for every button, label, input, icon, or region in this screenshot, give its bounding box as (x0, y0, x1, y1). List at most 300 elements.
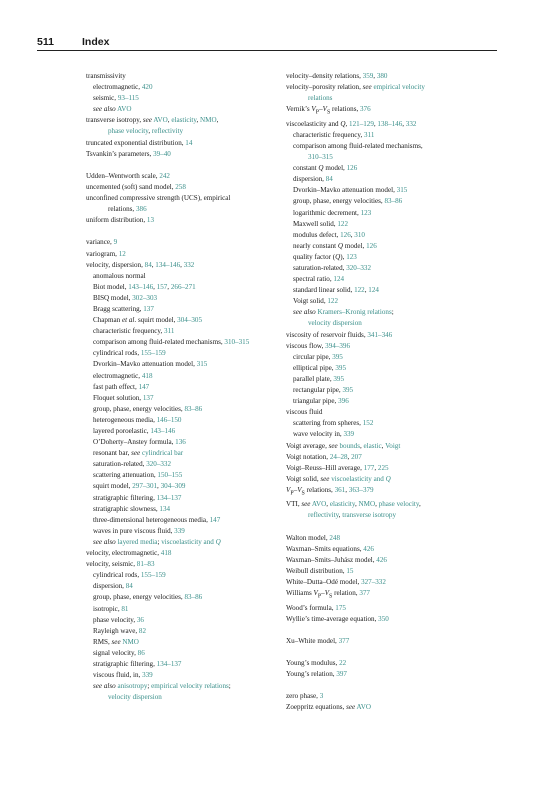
entry-text: scattering from spheres, (293, 419, 363, 428)
entry-text: , (345, 485, 349, 494)
index-subentry (86, 448, 296, 459)
page-header (37, 34, 497, 56)
page-ref-link[interactable]: 157 (156, 282, 168, 291)
page-ref-link[interactable]: 377 (359, 589, 370, 598)
page-ref-link[interactable]: 418 (141, 371, 153, 380)
page-ref-link[interactable]: 81–83 (136, 560, 155, 569)
page-ref-link[interactable]: 152 (362, 419, 374, 428)
page-ref-link[interactable]: 121–129 (349, 119, 374, 128)
index-subentry (86, 437, 296, 448)
page-ref-link[interactable]: 136 (175, 438, 186, 447)
entry-text: , (355, 500, 359, 509)
index-subentry (86, 304, 296, 315)
index-subentry (86, 104, 296, 115)
index-subentry (86, 537, 296, 548)
index-entry (86, 559, 296, 570)
index-subentry (86, 393, 296, 404)
entry-text: uniform distribution, (86, 216, 147, 225)
entry-text: velocity, seismic, (86, 560, 137, 569)
page-ref-link[interactable]: 143–146 (150, 427, 176, 435)
entry-text: layered poroelastic, (93, 427, 151, 435)
index-entry (286, 485, 496, 500)
index-subentry (286, 374, 496, 385)
index-subentry (286, 219, 496, 230)
entry-text: see (142, 116, 152, 125)
page-ref-link[interactable]: AVO (153, 116, 168, 125)
index-subentry (286, 141, 496, 152)
page-ref-link[interactable]: 339 (343, 430, 355, 439)
entry-text: characteristic frequency, (93, 327, 165, 336)
index-entry (86, 171, 296, 182)
entry-text: relations, (108, 205, 136, 214)
entry-text: , (373, 72, 377, 80)
entry-text: see (362, 83, 372, 92)
entry-text: Biot model, (93, 282, 129, 291)
entry-text: viscoelasticity and (286, 119, 341, 128)
subscript: S (329, 593, 333, 600)
page-ref-link[interactable]: 339 (174, 526, 185, 535)
entry-text: , (350, 230, 355, 239)
entry-text: BISQ model, (93, 293, 133, 302)
page-ref-link[interactable]: 397 (336, 670, 347, 679)
page-ref-link[interactable]: 311 (164, 327, 175, 336)
index-subentry (286, 385, 496, 396)
page-ref-link[interactable]: 83–86 (184, 404, 203, 413)
page-ref-link[interactable]: 39–40 (153, 149, 171, 158)
entry-text: VTI, (286, 500, 302, 509)
page-ref-link[interactable]: reflectivity (308, 511, 339, 520)
entry-text: transmissivity (86, 72, 126, 80)
index-subentry (86, 615, 296, 626)
page-ref-link[interactable]: 81 (121, 604, 129, 613)
page-ref-link[interactable]: 84 (144, 260, 152, 269)
entry-text: scattering attenuation, (93, 471, 158, 480)
page-ref-link[interactable]: transverse isotropy (342, 511, 397, 520)
entry-text: Dvorkin–Mavko attenuation model, (93, 360, 197, 369)
page-ref-link[interactable]: 146–150 (156, 415, 182, 424)
header-rule (37, 50, 497, 51)
page-ref-link[interactable]: 150–155 (157, 471, 183, 480)
entry-text: , (148, 127, 152, 136)
page-ref-link[interactable]: empirical velocity relations (151, 682, 229, 691)
page-ref-link[interactable]: Q (215, 537, 221, 546)
page-ref-link[interactable]: 134–146 (155, 260, 181, 269)
page-ref-link[interactable]: 310 (354, 230, 365, 239)
entry-text: , (418, 500, 421, 509)
page-ref-link[interactable]: 363–379 (348, 485, 374, 494)
page-ref-link[interactable]: bounds (339, 441, 360, 450)
page-ref-link[interactable]: 310–315 (308, 153, 333, 162)
entry-text: viscous fluid, in, (93, 671, 143, 680)
index-entry (86, 249, 296, 260)
entry-text: Wood’s formula, (286, 603, 336, 612)
page-ref-link[interactable]: layered media (117, 537, 158, 546)
entry-text: logarithmic decrement, (293, 208, 361, 217)
index-continuation (86, 692, 296, 703)
entry-text: velocity, dispersion, (86, 260, 145, 269)
page-ref-link[interactable]: 395 (333, 374, 345, 383)
index-entry (286, 555, 496, 566)
entry-text: Udden–Wentworth scale, (86, 171, 160, 180)
entry-text: Waxman–Smits equations, (286, 544, 364, 553)
page-ref-link[interactable]: elasticity (171, 116, 197, 125)
index-continuation (286, 93, 496, 104)
page-ref-link[interactable]: Q (385, 474, 391, 483)
entry-text: Wyllie’s time-average equation, (286, 614, 379, 623)
page-ref-link[interactable]: 84 (125, 582, 133, 591)
page-ref-link[interactable]: 15 (346, 566, 354, 575)
entry-text: zero phase, (286, 692, 320, 701)
index-subentry (286, 418, 496, 429)
page-ref-link[interactable]: 24–28 (329, 452, 348, 461)
entry-text: see (301, 500, 311, 509)
page-ref-link[interactable]: 137 (142, 393, 154, 402)
index-subentry (86, 670, 296, 681)
entry-text: Dvorkin–Mavko attenuation model, (293, 186, 397, 195)
index-entry (286, 104, 496, 119)
index-entry (286, 577, 496, 588)
index-subentry (286, 208, 496, 219)
page-ref-link[interactable]: 3 (319, 692, 324, 701)
entry-text: parallel plate, (293, 374, 334, 383)
index-subentry (86, 404, 296, 415)
entry-text: Bragg scattering, (93, 304, 144, 313)
entry-text: characteristic frequency, (293, 130, 365, 139)
page-ref-link[interactable]: empirical velocity (373, 83, 425, 92)
page-ref-link[interactable]: relations (308, 94, 333, 103)
index-subentry (286, 285, 496, 296)
entry-text: model, (343, 241, 367, 250)
index-subentry (286, 163, 496, 174)
page-ref-link[interactable]: 310–315 (224, 338, 250, 347)
entry-text: modulus defect, (293, 230, 341, 239)
page-ref-link[interactable]: 137 (143, 304, 154, 313)
page-ref-link[interactable]: 13 (146, 216, 154, 225)
entry-text: ; (391, 308, 394, 317)
page-ref-link[interactable]: 315 (196, 360, 208, 369)
entry-text: V (322, 105, 327, 114)
index-subentry (86, 592, 296, 603)
entry-text: , (375, 500, 379, 509)
page-ref-link[interactable]: NMO (200, 116, 217, 125)
index-subentry (286, 296, 496, 307)
entry-text: Young’s modulus, (286, 659, 340, 668)
index-entry (286, 330, 496, 341)
entry-text: Weibull distribution, (286, 566, 347, 575)
entry-text: model, (323, 164, 347, 173)
page-ref-link[interactable]: AVO (311, 500, 327, 509)
entry-text: , (180, 260, 184, 269)
index-subentry (86, 337, 296, 348)
entry-gap (286, 680, 496, 691)
entry-text: relation, (332, 589, 360, 598)
entry-text: , (216, 116, 219, 125)
entry-text: Xu–White model, (286, 636, 339, 645)
entry-text: Q (335, 252, 341, 261)
page-ref-link[interactable]: 207 (351, 452, 362, 461)
entry-text: cylindrical rods, (93, 349, 141, 358)
index-subentry (86, 426, 296, 437)
index-continuation (286, 152, 496, 163)
index-subentry (86, 659, 296, 670)
entry-text: , (326, 500, 330, 509)
page-ref-link[interactable]: 134 (159, 504, 171, 513)
page-ref-link[interactable]: 426 (363, 544, 374, 553)
page-ref-link[interactable]: 134–137 (156, 659, 182, 668)
page-ref-link[interactable]: 225 (377, 463, 389, 472)
page-ref-link[interactable]: 350 (378, 614, 389, 623)
page-ref-link[interactable]: 332 (405, 119, 417, 128)
page-ref-link[interactable]: 395 (342, 386, 354, 395)
entry-text: see also (93, 682, 116, 691)
page-ref-link[interactable]: viscoelasticity and (331, 474, 386, 483)
index-subentry (286, 185, 496, 196)
page-ref-link[interactable]: 418 (160, 549, 172, 558)
entry-text: V (324, 589, 330, 598)
page-ref-link[interactable]: AVO (117, 105, 132, 114)
page-ref-link[interactable]: 124 (333, 275, 345, 284)
index-entry (86, 71, 296, 82)
page-ref-link[interactable]: 394–396 (325, 341, 350, 350)
page-ref-link[interactable]: 395 (335, 363, 346, 372)
page-ref-link[interactable]: 124 (368, 286, 379, 295)
entry-text: see also (93, 105, 116, 114)
page-ref-link[interactable]: NMO (122, 637, 139, 646)
page-ref-link[interactable]: 386 (135, 205, 147, 214)
entry-text: Waxman–Smits–Juhász model, (286, 555, 377, 564)
page-ref-link[interactable]: Kramers–Kronig relations (317, 308, 392, 317)
index-subentry (86, 415, 296, 426)
entry-text: see (320, 474, 330, 483)
entry-text: variogram, (86, 249, 119, 258)
entry-text: Q (337, 241, 344, 250)
page-ref-link[interactable]: phase velocity (108, 127, 149, 136)
page-ref-link[interactable]: cylindrical bar (141, 449, 184, 458)
page-ref-link[interactable]: NMO (358, 500, 376, 509)
index-entry (86, 237, 296, 248)
page-ref-link[interactable]: 122 (337, 219, 348, 228)
page-ref-link[interactable]: 143–146 (128, 282, 154, 291)
index-subentry (286, 130, 496, 141)
page-ref-link[interactable]: 339 (142, 671, 153, 680)
index-subentry (86, 570, 296, 581)
page-ref-link[interactable]: 12 (118, 249, 126, 258)
page-ref-link[interactable]: 320–332 (146, 460, 172, 469)
entry-text: saturation-related, (293, 264, 347, 272)
entry-text: ; (147, 682, 152, 691)
page-ref-link[interactable]: 86 (137, 648, 145, 657)
page-ref-link[interactable]: 14 (185, 138, 193, 147)
entry-text: elliptical pipe, (293, 363, 336, 372)
entry-text: constant (293, 164, 319, 173)
entry-text: truncated exponential distribution, (86, 138, 186, 147)
page-ref-link[interactable]: velocity dispersion (108, 693, 162, 702)
page-ref-link[interactable]: 315 (396, 186, 408, 195)
entry-text: V (313, 589, 318, 598)
entry-text: viscous fluid (286, 408, 323, 417)
page-ref-link[interactable]: 126 (366, 241, 377, 250)
entry-text: Voigt–Reuss–Hill average, (286, 463, 364, 472)
page-ref-link[interactable]: 134–137 (156, 493, 182, 502)
page-ref-link[interactable]: 122 (327, 297, 339, 306)
page-ref-link[interactable]: 377 (338, 636, 350, 645)
page-ref-link[interactable]: 175 (335, 603, 346, 612)
entry-text: Voigt solid, (293, 297, 328, 306)
page-ref-link[interactable]: 36 (136, 615, 144, 624)
index-entry (286, 463, 496, 474)
entry-text: V (286, 485, 291, 494)
entry-text: , (359, 441, 364, 450)
index-entry (286, 702, 496, 713)
entry-text: electromagnetic, (93, 83, 142, 92)
index-entry (286, 499, 496, 510)
index-entry (86, 182, 296, 193)
page-ref-link[interactable]: elasticity (329, 500, 355, 509)
entry-gap (286, 522, 496, 533)
entry-gap (286, 647, 496, 658)
index-subentry (86, 648, 296, 659)
entry-text: , (157, 482, 161, 491)
entry-text: V (297, 485, 302, 494)
page-ref-link[interactable]: 122 (354, 286, 365, 295)
page-ref-link[interactable]: 84 (325, 175, 333, 184)
page-ref-link[interactable]: 327–332 (361, 578, 386, 587)
entry-text: stratigraphic filtering, (93, 659, 157, 668)
index-entry (86, 193, 296, 204)
index-entry (286, 544, 496, 555)
entry-text: cylindrical rods, (93, 571, 141, 580)
page-ref-link[interactable]: 297–301 (132, 482, 158, 491)
index-subentry (286, 396, 496, 407)
page-ref-link[interactable]: 420 (141, 83, 153, 92)
entry-text: Young’s relation, (286, 670, 337, 679)
page-ref-link[interactable]: phase velocity (378, 500, 419, 509)
index-continuation (86, 126, 296, 137)
index-subentry (286, 230, 496, 241)
page-ref-link[interactable]: 341–346 (367, 330, 393, 339)
page-ref-link[interactable]: 304–305 (177, 316, 202, 325)
index-subentry (86, 604, 296, 615)
page-ref-link[interactable]: AVO (356, 703, 372, 712)
page-ref-link[interactable]: 123 (346, 252, 357, 261)
page-ref-link[interactable]: 147 (209, 515, 221, 524)
index-subentry (86, 493, 296, 504)
page-ref-link[interactable]: 376 (360, 105, 371, 114)
index-entry (86, 149, 296, 160)
page-ref-link[interactable]: 155–159 (140, 349, 166, 358)
page-ref-link[interactable]: 83–86 (384, 197, 403, 206)
page-ref-link[interactable]: 126 (340, 230, 351, 239)
page-ref-link[interactable]: 395 (332, 352, 343, 361)
page-ref-link[interactable]: velocity dispersion (308, 319, 362, 328)
entry-gap (86, 160, 296, 171)
page-ref-link[interactable]: 248 (329, 533, 341, 542)
entry-text: standard linear solid, (293, 286, 355, 295)
index-subentry (86, 515, 296, 526)
page-ref-link[interactable]: 302–303 (132, 293, 158, 302)
entry-text: group, phase, energy velocities, (93, 404, 185, 413)
index-subentry (86, 470, 296, 481)
index-entry (286, 603, 496, 614)
entry-text: , (373, 119, 378, 128)
page-ref-link[interactable]: elastic (363, 441, 382, 450)
index-subentry (286, 274, 496, 285)
page-ref-link[interactable]: 93–115 (117, 94, 139, 103)
index-subentry (86, 359, 296, 370)
page-ref-link[interactable]: Voigt (385, 441, 401, 450)
entry-text: see also (93, 537, 116, 546)
entry-text: viscous flow, (286, 341, 326, 350)
index-continuation (286, 510, 496, 521)
page-ref-link[interactable]: 242 (159, 171, 170, 180)
entry-text: nearly constant (293, 241, 338, 250)
page-ref-link[interactable]: 426 (376, 555, 387, 564)
entry-text: , (167, 282, 171, 291)
entry-text: seismic, (93, 94, 118, 103)
entry-text: waves in pure viscous fluid, (93, 526, 175, 535)
page-ref-link[interactable]: 147 (138, 382, 150, 391)
page-ref-link[interactable]: 361 (334, 485, 346, 494)
page-ref-link[interactable]: 359 (362, 72, 374, 80)
entry-text: Voigt solid, (286, 474, 321, 483)
entry-text: heterogeneous media, (93, 415, 157, 424)
page-ref-link[interactable]: 82 (138, 626, 146, 635)
index-entry (286, 452, 496, 463)
index-entry (286, 614, 496, 625)
index-subentry (286, 307, 496, 318)
page-ref-link[interactable]: 396 (338, 397, 349, 406)
page-ref-link[interactable]: reflectivity (151, 127, 183, 136)
entry-text: anomalous normal (93, 271, 146, 280)
page-ref-link[interactable]: 266–271 (170, 282, 196, 291)
index-subentry (86, 481, 296, 492)
entry-text: , (374, 463, 378, 472)
index-entry (286, 441, 496, 452)
entry-text: Rayleigh wave, (93, 626, 139, 635)
subscript: S (301, 490, 305, 497)
page-ref-link[interactable]: viscoelasticity and (161, 537, 216, 546)
entry-text: viscosity of reservoir fluids, (286, 330, 368, 339)
page-ref-link[interactable]: 83–86 (184, 593, 203, 602)
index-subentry (86, 637, 296, 648)
subscript: P (315, 109, 320, 116)
page-ref-link[interactable]: 123 (360, 208, 372, 217)
page-ref-link[interactable]: 177 (363, 463, 375, 472)
entry-text: squirt model, (93, 482, 133, 491)
entry-text: , (345, 119, 350, 128)
page-ref-link[interactable]: 311 (364, 130, 375, 139)
page-ref-link[interactable]: 138–146 (377, 119, 403, 128)
entry-text: see (131, 449, 141, 458)
page-ref-link[interactable]: 332 (183, 260, 195, 269)
page-ref-link[interactable]: anisotropy (117, 682, 148, 691)
page-ref-link[interactable]: 126 (346, 164, 358, 173)
page-ref-link[interactable]: 22 (339, 659, 347, 668)
entry-text: – (293, 485, 298, 494)
page-ref-link[interactable]: 155–159 (140, 571, 166, 580)
entry-text: dispersion, (293, 175, 326, 184)
index-subentry (86, 371, 296, 382)
index-column-left (86, 71, 296, 703)
page-ref-link[interactable]: 380 (376, 72, 388, 80)
page-ref-link[interactable]: 258 (175, 182, 186, 191)
page-ref-link[interactable]: 9 (113, 238, 118, 247)
index-subentry (86, 459, 296, 470)
page-ref-link[interactable]: 320–332 (346, 264, 372, 272)
index-subentry (86, 82, 296, 93)
index-entry (286, 588, 496, 603)
page-ref-link[interactable]: 304–309 (160, 482, 186, 491)
